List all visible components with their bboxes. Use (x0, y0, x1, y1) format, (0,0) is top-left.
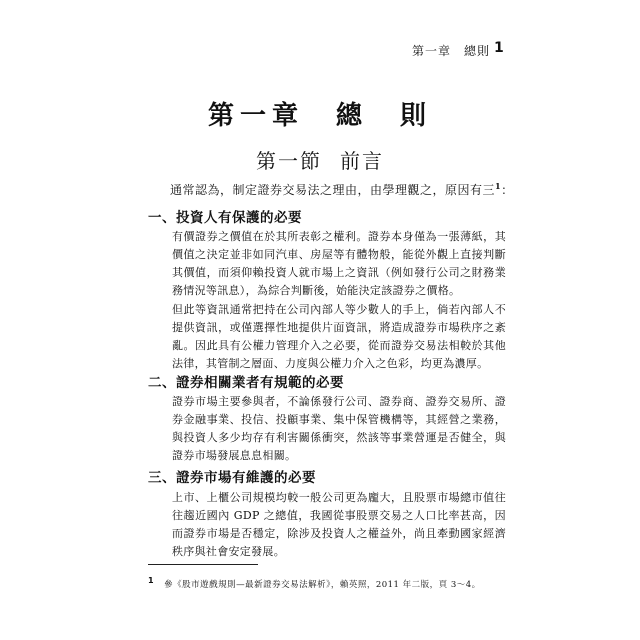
footnote-mark: 1 (148, 576, 155, 585)
paragraph: 上市、上櫃公司規模均較一般公司更為龐大，且股票市場總市值往往趨近國內 GDP 之總值，我國從事股票交易之人口比率甚高，因而證券市場是否穩定，除涉及投資人之權益外，尚且牽動國家經濟秩序與社會安定發展。 (172, 491, 506, 558)
heading-market-maintenance: 三、證券市場有維護的必要 (148, 470, 316, 486)
chapter-title: 第一章 總 則 (207, 101, 432, 131)
intro-tail: ： (501, 183, 514, 197)
intro-text: 通常認為，制定證券交易法之理由，由學理觀之，原因有三 (170, 183, 496, 197)
paragraph: 證券市場主要參與者，不論係發行公司、證券商、證券交易所、證券金融事業、投信、投顧事業、集中保管機構等，其經營之業務，與投資人多少均存有利害關係衝突，然該等事業營運是否健全，與證券市場發展息息相關。 (172, 395, 506, 462)
heading-investor-protection: 一、投資人有保護的必要 (148, 210, 302, 226)
section-title (0, 145, 640, 174)
section-name: 前言 (340, 149, 384, 173)
footnote (148, 576, 508, 590)
footnote-reference: 1 (495, 181, 502, 191)
section-number: 第一節 (256, 149, 322, 173)
page-number: 1 (494, 40, 504, 56)
heading-industry-regulation: 二、證券相關業者有規範的必要 (148, 375, 344, 391)
paragraph: 有價證券之價值在於其所表彰之權利。證券本身僅為一張薄紙，其價值之決定並非如同汽車、房屋等有體物般，能從外觀上直接判斷其價值，而須仰賴投資人就市場上之資訊（例如發行公司之財務業務情況等訊息），為綜合判斷後，始能決定該證券之價格。 (172, 230, 506, 297)
paragraph: 但此等資訊通常把持在公司內部人等少數人的手上，倘若內部人不提供資訊，或僅選擇性地提供片面資訊，將造成證券市場秩序之紊亂。因此具有公權力管理介入之必要，從而證券交易法相較於其他法律，其管制之層面、力度與公權力介入之色彩，均更為濃厚。 (172, 303, 506, 370)
footnote-text: 參《股市遊戲規則—最新證券交易法解析》，賴英照，2011 年二版，頁 3～4。 (164, 579, 481, 590)
running-head-title: 第一章 總則 (411, 44, 490, 58)
intro-paragraph (170, 181, 514, 198)
footnote-divider (148, 564, 258, 565)
